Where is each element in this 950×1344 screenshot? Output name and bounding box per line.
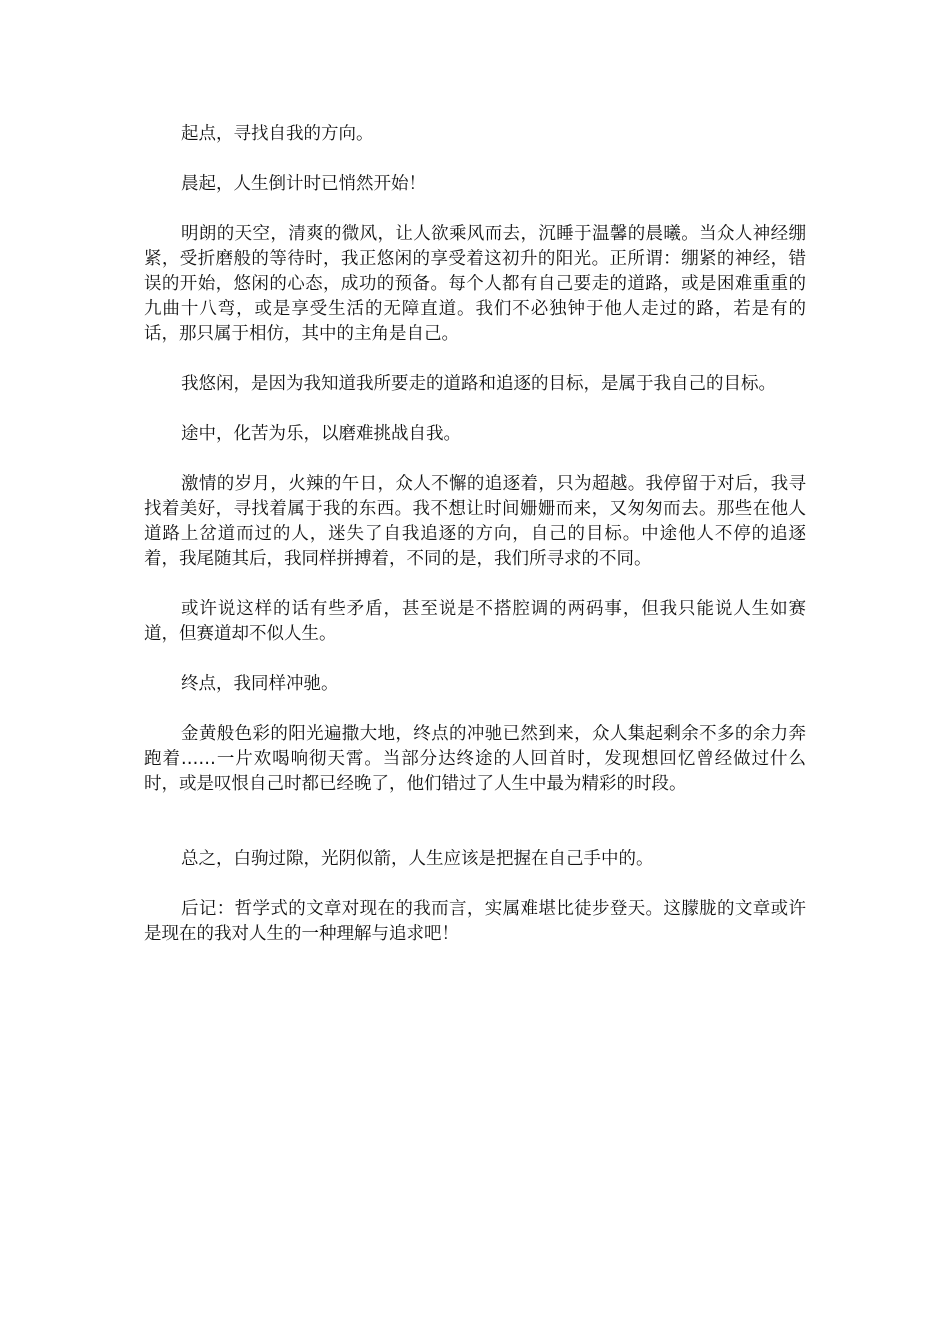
paragraph-finish-heading: 终点，我同样冲驰。 [181,674,339,694]
paragraph-leisure: 我悠闲，是因为我知道我所要走的道路和追逐的目标，是属于我自己的目标。 [181,374,776,394]
paragraph-contradiction: 或许说这样的话有些矛盾，甚至说是不搭腔调的两码事，但我只能说人生如赛道，但赛道却不似人生。 [144,599,806,644]
paragraph-start-heading: 起点，寻找自我的方向。 [181,124,374,144]
paragraph-morning: 晨起，人生倒计时已悄然开始！ [181,174,426,194]
paragraph-golden-sun: 金黄般色彩的阳光遍撒大地，终点的冲驰已然到来，众人集起剩余不多的余力奔跑着……一片欢喝响彻天霄。当部分达终途的人回首时，发现想回忆曾经做过什么时，或是叹恨自己时都已经晚了，他们错过了人生中最为精彩的时段。 [144,724,806,794]
paragraph-midway-heading: 途中，化苦为乐，以磨难挑战自我。 [181,424,461,444]
document-body [144,122,806,947]
paragraph-clear-sky: 明朗的天空，清爽的微风，让人欲乘风而去，沉睡于温馨的晨曦。当众人神经绷紧，受折磨般的等待时，我正悠闲的享受着这初升的阳光。正所谓：绷紧的神经，错误的开始，悠闲的心态，成功的预备。每个人都有自己要走的道路，或是困难重重的九曲十八弯，或是享受生活的无障直道。我们不必独钟于他人走过的路，若是有的话，那只属于相仿，其中的主角是自己。 [144,224,806,344]
paragraph-postscript: 后记：哲学式的文章对现在的我而言，实属难堪比徒步登天。这朦胧的文章或许是现在的我对人生的一种理解与追求吧！ [144,899,806,944]
paragraph-conclusion: 总之，白驹过隙，光阴似箭，人生应该是把握在自己手中的。 [181,849,654,869]
paragraph-passion: 激情的岁月，火辣的午日，众人不懈的追逐着，只为超越。我停留于对后，我寻找着美好，寻找着属于我的东西。我不想让时间姗姗而来，又匆匆而去。那些在他人道路上岔道而过的人，迷失了自我追逐的方向，自己的目标。中途他人不停的追逐着，我尾随其后，我同样拼搏着，不同的是，我们所寻求的不同。 [144,474,806,569]
